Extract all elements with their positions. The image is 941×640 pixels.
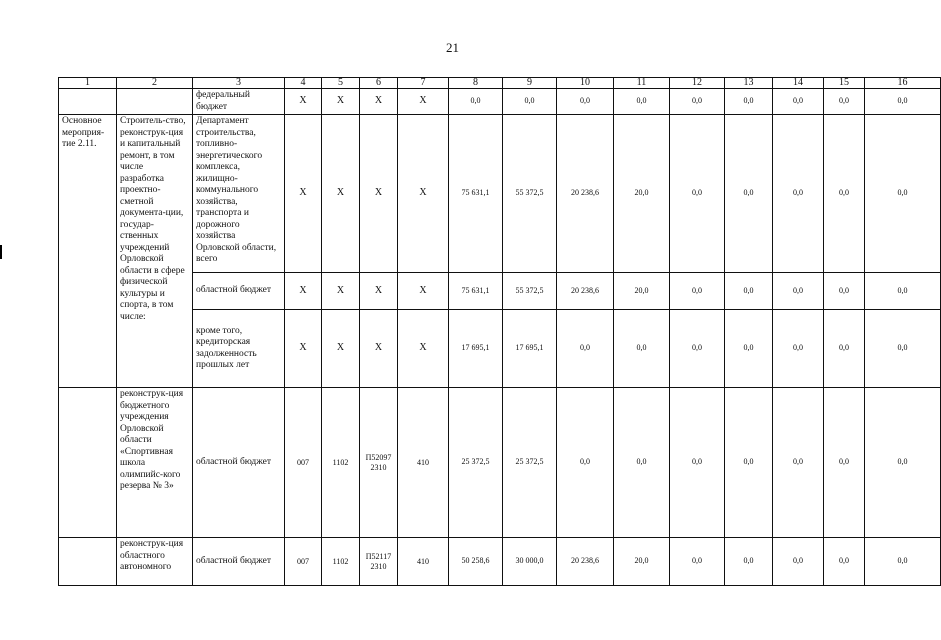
value-cell: 0,0 bbox=[865, 388, 941, 538]
column-number-row bbox=[59, 78, 941, 89]
funding-source: областной бюджет bbox=[193, 388, 285, 538]
value-cell: 0,0 bbox=[773, 538, 824, 586]
value-cell: 75 631,1 bbox=[449, 115, 503, 273]
code-cell: П52097 2310 bbox=[360, 388, 398, 538]
code-cell: 410 bbox=[398, 388, 449, 538]
code-cell: Х bbox=[285, 115, 322, 273]
page-number: 21 bbox=[446, 40, 459, 55]
code-cell: Х bbox=[285, 310, 322, 388]
value-cell: 0,0 bbox=[614, 89, 670, 115]
measure-description: Строитель-ство, реконструк-ция и капитальный ремонт, в том числе разработка проектно-сметной документа-ции, государ-ственных учреждений Орловской области в сфере физической культуры и спорта, в том числе: bbox=[117, 115, 193, 388]
value-cell: 0,0 bbox=[865, 115, 941, 273]
value-cell: 0,0 bbox=[865, 310, 941, 388]
value-cell: 25 372,5 bbox=[449, 388, 503, 538]
table-row-department-total bbox=[59, 115, 941, 273]
measure-label: Основное мероприя-тие 2.11. bbox=[59, 115, 117, 388]
value-cell: 0,0 bbox=[670, 115, 725, 273]
funding-source: областной бюджет bbox=[193, 538, 285, 586]
funding-source: федеральный бюджет bbox=[193, 89, 285, 115]
code-cell: 1102 bbox=[322, 388, 360, 538]
code-cell: Х bbox=[398, 115, 449, 273]
value-cell: 0,0 bbox=[773, 115, 824, 273]
value-cell: 0,0 bbox=[725, 388, 773, 538]
value-cell: 0,0 bbox=[824, 388, 865, 538]
column-header: 7 bbox=[398, 78, 449, 89]
code-cell: Х bbox=[360, 89, 398, 115]
value-cell: 0,0 bbox=[670, 310, 725, 388]
column-header: 8 bbox=[449, 78, 503, 89]
margin-mark bbox=[0, 245, 2, 259]
empty-cell bbox=[59, 538, 117, 586]
value-cell: 20,0 bbox=[614, 115, 670, 273]
column-header: 4 bbox=[285, 78, 322, 89]
value-cell: 0,0 bbox=[824, 310, 865, 388]
code-cell: Х bbox=[285, 89, 322, 115]
value-cell: 0,0 bbox=[449, 89, 503, 115]
value-cell: 0,0 bbox=[865, 89, 941, 115]
value-cell: 0,0 bbox=[865, 538, 941, 586]
value-cell: 0,0 bbox=[773, 388, 824, 538]
empty-cell bbox=[59, 388, 117, 538]
value-cell: 75 631,1 bbox=[449, 273, 503, 310]
value-cell: 20 238,6 bbox=[557, 273, 614, 310]
value-cell: 20 238,6 bbox=[557, 115, 614, 273]
code-cell: Х bbox=[322, 273, 360, 310]
code-cell: Х bbox=[398, 89, 449, 115]
value-cell: 55 372,5 bbox=[503, 115, 557, 273]
code-cell: 410 bbox=[398, 538, 449, 586]
value-cell: 0,0 bbox=[725, 310, 773, 388]
column-header: 1 bbox=[59, 78, 117, 89]
column-header: 5 bbox=[322, 78, 360, 89]
column-header: 2 bbox=[117, 78, 193, 89]
value-cell: 0,0 bbox=[614, 310, 670, 388]
sub-measure-description: реконструк-ция областного автономного bbox=[117, 538, 193, 586]
code-cell: Х bbox=[322, 115, 360, 273]
value-cell: 0,0 bbox=[670, 273, 725, 310]
value-cell: 30 000,0 bbox=[503, 538, 557, 586]
value-cell: 0,0 bbox=[773, 310, 824, 388]
column-header: 14 bbox=[773, 78, 824, 89]
column-header: 9 bbox=[503, 78, 557, 89]
value-cell: 20 238,6 bbox=[557, 538, 614, 586]
funding-source: кроме того, кредиторская задолженность прошлых лет bbox=[193, 310, 285, 388]
funding-source: областной бюджет bbox=[193, 273, 285, 310]
funding-source: Департамент строительства, топливно-энергетического комплекса, жилищно-коммунального хозяйства, транспорта и дорожного хозяйства Орловской области, всего bbox=[193, 115, 285, 273]
empty-cell bbox=[59, 89, 117, 115]
code-cell: Х bbox=[360, 115, 398, 273]
budget-table bbox=[58, 77, 941, 586]
value-cell: 0,0 bbox=[557, 388, 614, 538]
column-header: 6 bbox=[360, 78, 398, 89]
value-cell: 0,0 bbox=[725, 538, 773, 586]
value-cell: 0,0 bbox=[557, 310, 614, 388]
column-header: 12 bbox=[670, 78, 725, 89]
code-cell: Х bbox=[285, 273, 322, 310]
code-cell: Х bbox=[322, 89, 360, 115]
value-cell: 0,0 bbox=[824, 538, 865, 586]
column-header: 13 bbox=[725, 78, 773, 89]
code-cell: Х bbox=[322, 310, 360, 388]
value-cell: 55 372,5 bbox=[503, 273, 557, 310]
value-cell: 0,0 bbox=[824, 273, 865, 310]
table-row-federal bbox=[59, 89, 941, 115]
value-cell: 17 695,1 bbox=[503, 310, 557, 388]
value-cell: 0,0 bbox=[865, 273, 941, 310]
code-cell: 007 bbox=[285, 538, 322, 586]
code-cell: Х bbox=[398, 310, 449, 388]
value-cell: 0,0 bbox=[670, 538, 725, 586]
value-cell: 20,0 bbox=[614, 538, 670, 586]
value-cell: 0,0 bbox=[824, 115, 865, 273]
value-cell: 50 258,6 bbox=[449, 538, 503, 586]
column-header: 15 bbox=[824, 78, 865, 89]
code-cell: 007 bbox=[285, 388, 322, 538]
column-header: 3 bbox=[193, 78, 285, 89]
column-header: 11 bbox=[614, 78, 670, 89]
value-cell: 17 695,1 bbox=[449, 310, 503, 388]
column-header: 10 bbox=[557, 78, 614, 89]
value-cell: 0,0 bbox=[725, 273, 773, 310]
empty-cell bbox=[117, 89, 193, 115]
sub-measure-description: реконструк-ция бюджетного учреждения Орловской области «Спортивная школа олимпийс-кого резерва № 3» bbox=[117, 388, 193, 538]
value-cell: 0,0 bbox=[725, 115, 773, 273]
value-cell: 0,0 bbox=[670, 89, 725, 115]
value-cell: 0,0 bbox=[670, 388, 725, 538]
table-row-reconstruction-school-3 bbox=[59, 388, 941, 538]
value-cell: 0,0 bbox=[824, 89, 865, 115]
code-cell: П52117 2310 bbox=[360, 538, 398, 586]
code-cell: Х bbox=[360, 310, 398, 388]
code-cell: 1102 bbox=[322, 538, 360, 586]
value-cell: 0,0 bbox=[773, 273, 824, 310]
value-cell: 25 372,5 bbox=[503, 388, 557, 538]
value-cell: 0,0 bbox=[773, 89, 824, 115]
value-cell: 20,0 bbox=[614, 273, 670, 310]
code-cell: Х bbox=[398, 273, 449, 310]
column-header: 16 bbox=[865, 78, 941, 89]
value-cell: 0,0 bbox=[503, 89, 557, 115]
value-cell: 0,0 bbox=[557, 89, 614, 115]
value-cell: 0,0 bbox=[614, 388, 670, 538]
table-row-reconstruction-autonomous bbox=[59, 538, 941, 586]
code-cell: Х bbox=[360, 273, 398, 310]
value-cell: 0,0 bbox=[725, 89, 773, 115]
